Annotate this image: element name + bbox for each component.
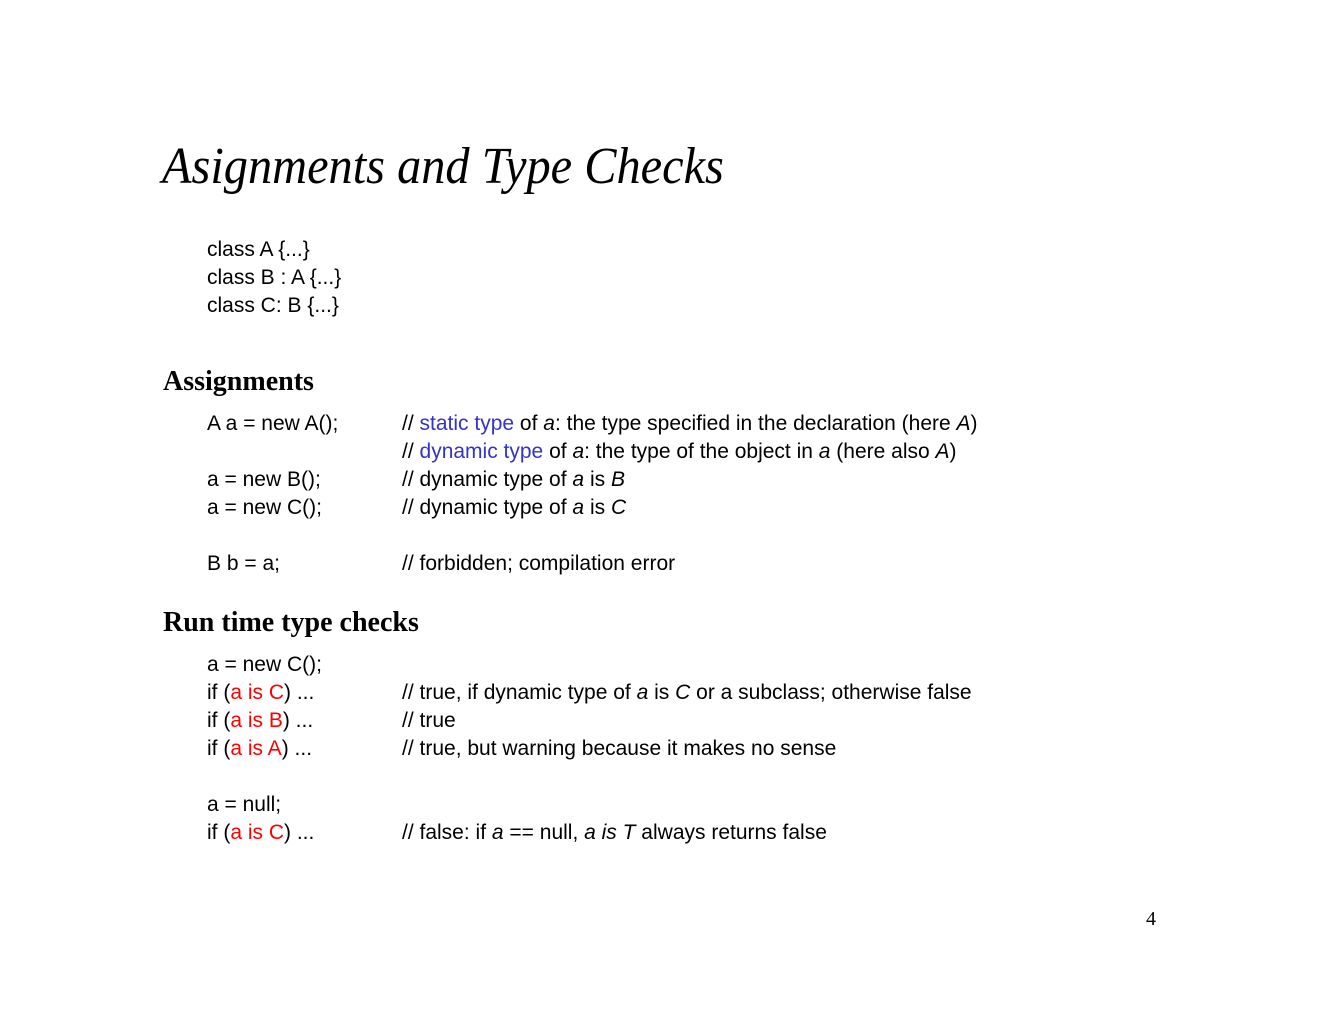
comment: // true, but warning because it makes no sense xyxy=(402,737,837,760)
slide-title: Asignments and Type Checks xyxy=(162,138,724,195)
code-line: a = new B(); // dynamic type of a is B xyxy=(207,466,1107,494)
comment: // false: if a == null, a is T always returns false xyxy=(402,821,827,844)
code-line: a = null; xyxy=(207,793,282,816)
comment: // dynamic type of a is C xyxy=(402,496,627,519)
class-decl: class C: B {...} xyxy=(207,294,339,317)
class-declarations xyxy=(207,236,341,320)
code-line: if (a is C) ... // false: if a == null, a is T always returns false xyxy=(207,819,1107,847)
comment: // forbidden; compilation error xyxy=(402,552,676,575)
code-line: a = new C(); // dynamic type of a is C xyxy=(207,494,1107,522)
runtime-block xyxy=(207,651,1107,847)
code-line: if (a is B) ... // true xyxy=(207,707,1107,735)
code-line: A a = new A(); // static type of a: the type specified in the declaration (here A) xyxy=(207,410,1107,438)
code-line: if (a is C) ... // true, if dynamic type of a is C or a subclass; otherwise false xyxy=(207,679,1107,707)
comment: // true xyxy=(402,709,456,732)
comment: // true, if dynamic type of a is C or a subclass; otherwise false xyxy=(402,681,972,704)
code-line: B b = a; // forbidden; compilation error xyxy=(207,550,1107,578)
class-decl: class B : A {...} xyxy=(207,266,342,289)
comment: // dynamic type of a: the type of the object in a (here also A) xyxy=(402,440,957,463)
section-heading-assignments: Assignments xyxy=(163,366,314,397)
section-heading-runtime: Run time type checks xyxy=(163,607,419,638)
class-decl: class A {...} xyxy=(207,238,310,261)
assignments-block xyxy=(207,410,1107,578)
comment: // dynamic type of a is B xyxy=(402,468,625,491)
code-line xyxy=(207,438,1107,466)
page-number: 4 xyxy=(1146,908,1156,930)
code-line: if (a is A) ... // true, but warning because it makes no sense xyxy=(207,735,1107,763)
code-line: a = new C(); xyxy=(207,653,322,676)
comment: // static type of a: the type specified in the declaration (here A) xyxy=(402,412,978,435)
